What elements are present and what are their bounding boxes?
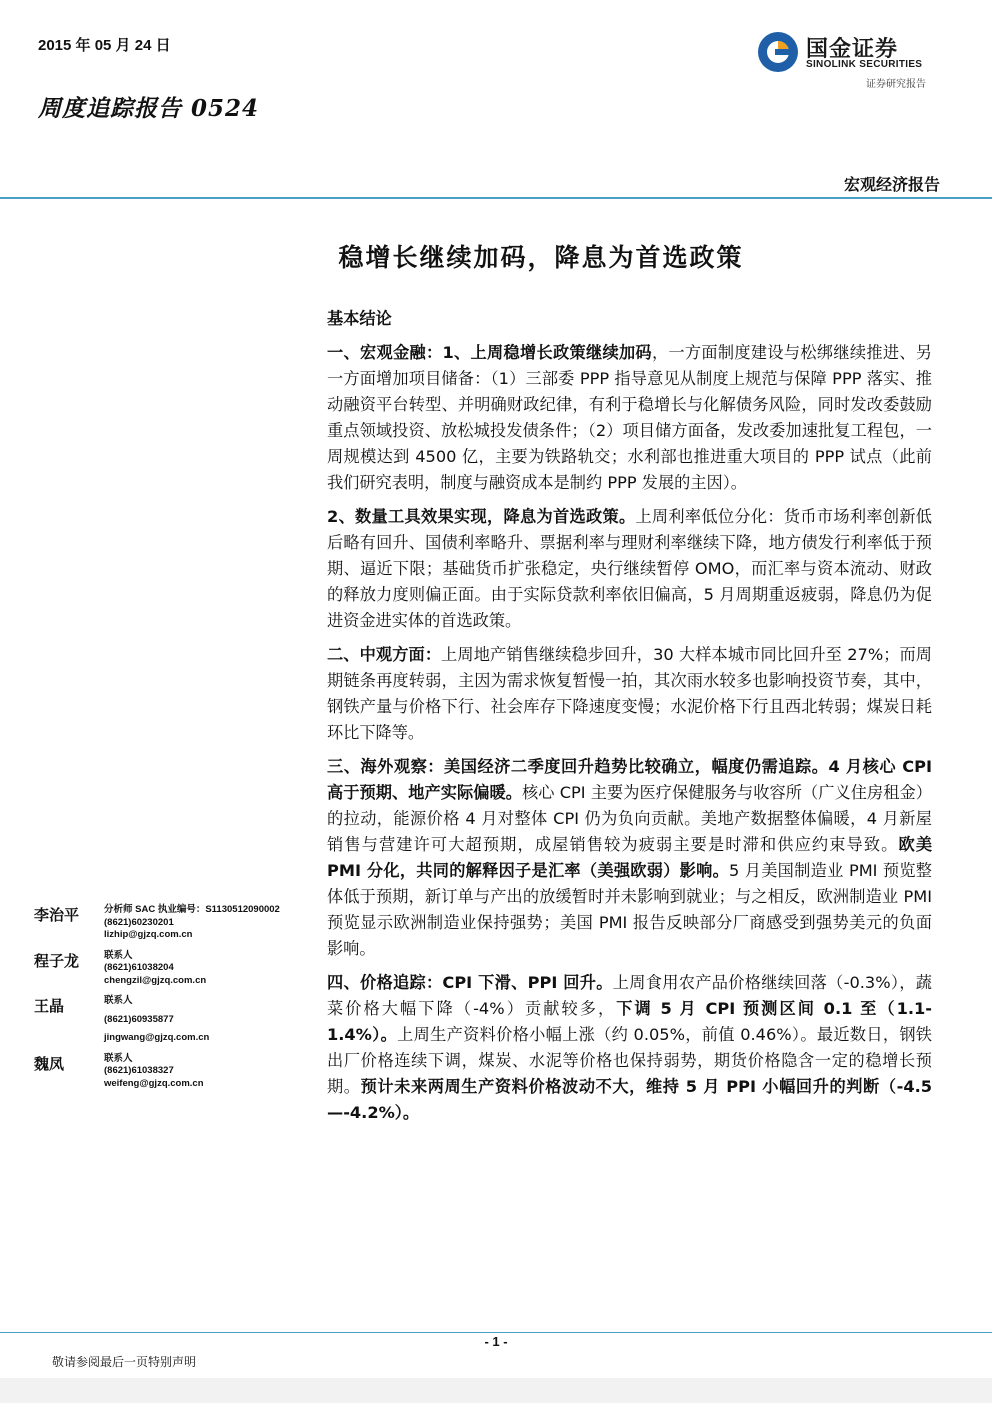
analyst-name: 程子龙 [34, 951, 80, 970]
paragraph-lead-3: 预计未来两周生产资料价格波动不大，维持 5 月 PPI 小幅回升的判断（-4.5—-4.2%）。 [327, 1077, 932, 1122]
analyst-role: 联系人 [104, 995, 133, 1006]
analyst-entry [34, 1053, 314, 1091]
paragraph-lead: 三、海外观察：美国经济二季度回升趋势比较确立，幅度仍需追踪。4 月核心 CPI 高于预期、地产实际偏暖。 [327, 757, 932, 802]
paragraph-lead-2: 下调 5 月 CPI 预测区间 0.1 至（1.1-1.4%）。 [327, 999, 932, 1044]
paragraph-body-2: 5 月美国制造业 PMI 预览整体低于预期，新订单与产出的放缓暂时并未影响到就业；与之相反，欧洲制造业 PMI 预览显示欧洲制造业保持强势；美国 PMI 报告反映部分厂商感受到强势美元的负面影响。 [327, 861, 932, 958]
analyst-phone: (8621)61038204 [104, 962, 174, 973]
report-series-title: 周度追踪报告 0524 [38, 95, 260, 122]
paragraph-body: ，一方面制度建设与松绑继续推进、另一方面增加项目储备：（1）三部委 PPP 指导意见从制度上规范与保障 PPP 落实、推动融资平台转型、并明确财政纪律，有利于稳增长与化解债务风险，同时发改委鼓励重点领域投资、放松城投发债条件；（2）项目储方面备，发改委加速批复工程包，一周规模达到 4500 亿，主要为铁路轨交；水利部也推进重大项目的 PPP 试点（此前我们研究表明，制度与融资成本是制约 PPP 发展的主因）。 [327, 343, 933, 492]
disclaimer-note: 敬请参阅最后一页特别声明 [52, 1355, 197, 1369]
paragraph-meso [327, 642, 932, 746]
analyst-phone: (8621)60935877 [104, 1013, 174, 1025]
headline: 稳增长继续加码，降息为首选政策 [338, 243, 744, 272]
paragraph-body: 上周地产销售继续稳步回升，30 大样本城市同比回升至 27%；而周期链条再度转弱，主因为需求恢复暂慢一拍，其次雨水较多也影响投资节奏，其中，钢铁产量与价格下行、社会库存下降速度变慢；水泥价格下行且西北转弱；煤炭日耗环比下降等。 [327, 645, 932, 742]
analyst-entry [34, 904, 314, 942]
analyst-name: 李治平 [34, 906, 80, 924]
paragraph-body-2: 上周生产资料价格小幅上涨（约 0.05%，前值 0.46%）。最近数日，钢铁出厂价格连续下调，煤炭、水泥等价格也保持弱势，期货价格隐含一定的稳增长预期。 [327, 1025, 932, 1096]
header-divider [0, 197, 992, 199]
analyst-email[interactable]: chengzil@gjzq.com.cn [104, 974, 207, 986]
analyst-role: 分析师 SAC 执业编号：S1130512090002 [104, 904, 280, 915]
analyst-entry [34, 995, 314, 1045]
paragraph-body: 核心 CPI 主要为医疗保健服务与收容所（广义住房租金）的拉动，能源价格 4 月对整体 CPI 仍为负向贡献。美地产数据整体偏暖，4 月新屋销售与营建许可大超预期，成屋销售较为疲弱主要是时滞和供应约束导致。 [327, 783, 932, 854]
logo-subtitle: 证券研究报告 [866, 79, 926, 90]
analyst-phone: (8621)60230201 [104, 916, 174, 928]
analyst-list [34, 904, 314, 1098]
analyst-name: 魏凤 [34, 1054, 65, 1073]
analyst-role: 联系人 [104, 1052, 133, 1064]
paragraph-lead-2: 欧美 PMI 分化，共同的解释因子是汇率（美强欧弱）影响。 [327, 835, 933, 880]
analyst-name: 王晶 [34, 997, 65, 1015]
report-date: 2015 年 05 月 24 日 [38, 37, 171, 54]
footer-band [0, 1378, 992, 1403]
report-type: 宏观经济报告 [843, 175, 940, 194]
analyst-entry [34, 950, 314, 988]
paragraph-body: 上周利率低位分化：货币市场利率创新低后略有回升、国债利率略升、票据利率与理财利率继续下降，地方债发行利率低于预期、逼近下限；基础货币扩张稳定，央行继续暂停 OMO，而汇率与资本流动、财政的释放力度则偏正面。由于实际贷款利率依旧偏高，5 月周期重返疲弱，降息仍为促进资金进实体的首选政策。 [327, 507, 932, 630]
paragraph-lead: 四、价格追踪：CPI 下滑、PPI 回升。 [327, 973, 613, 992]
paragraph-lead: 二、中观方面： [327, 645, 442, 664]
logo-name-cn: 国金证券 [806, 37, 899, 62]
analyst-email[interactable]: jingwang@gjzq.com.cn [104, 1032, 210, 1043]
paragraph-body: 上周食用农产品价格继续回落（-0.3%），蔬菜价格大幅下降（-4%）贡献较多， [327, 973, 932, 1018]
paragraph-prices [327, 970, 932, 1126]
footer-divider [0, 1332, 992, 1333]
paragraph-lead: 一、宏观金融：1、上周稳增长政策继续加码 [327, 343, 652, 362]
section-heading: 基本结论 [327, 309, 392, 328]
paragraph-quantity-tools [327, 504, 932, 634]
analyst-email[interactable]: lizhip@gjzq.com.cn [104, 929, 193, 940]
page-number: - 1 - [484, 1334, 508, 1349]
logo-name-en: SINOLINK SECURITIES [806, 59, 923, 70]
analyst-email[interactable]: weifeng@gjzq.com.cn [104, 1077, 204, 1089]
main-content [327, 306, 932, 1134]
paragraph-macro-finance [327, 340, 932, 496]
logo-mark-icon [756, 30, 800, 74]
paragraph-lead: 2、数量工具效果实现，降息为首选政策。 [327, 507, 636, 526]
analyst-role: 联系人 [104, 949, 133, 961]
analyst-phone: (8621)61038327 [104, 1065, 174, 1076]
paragraph-overseas [327, 754, 932, 962]
